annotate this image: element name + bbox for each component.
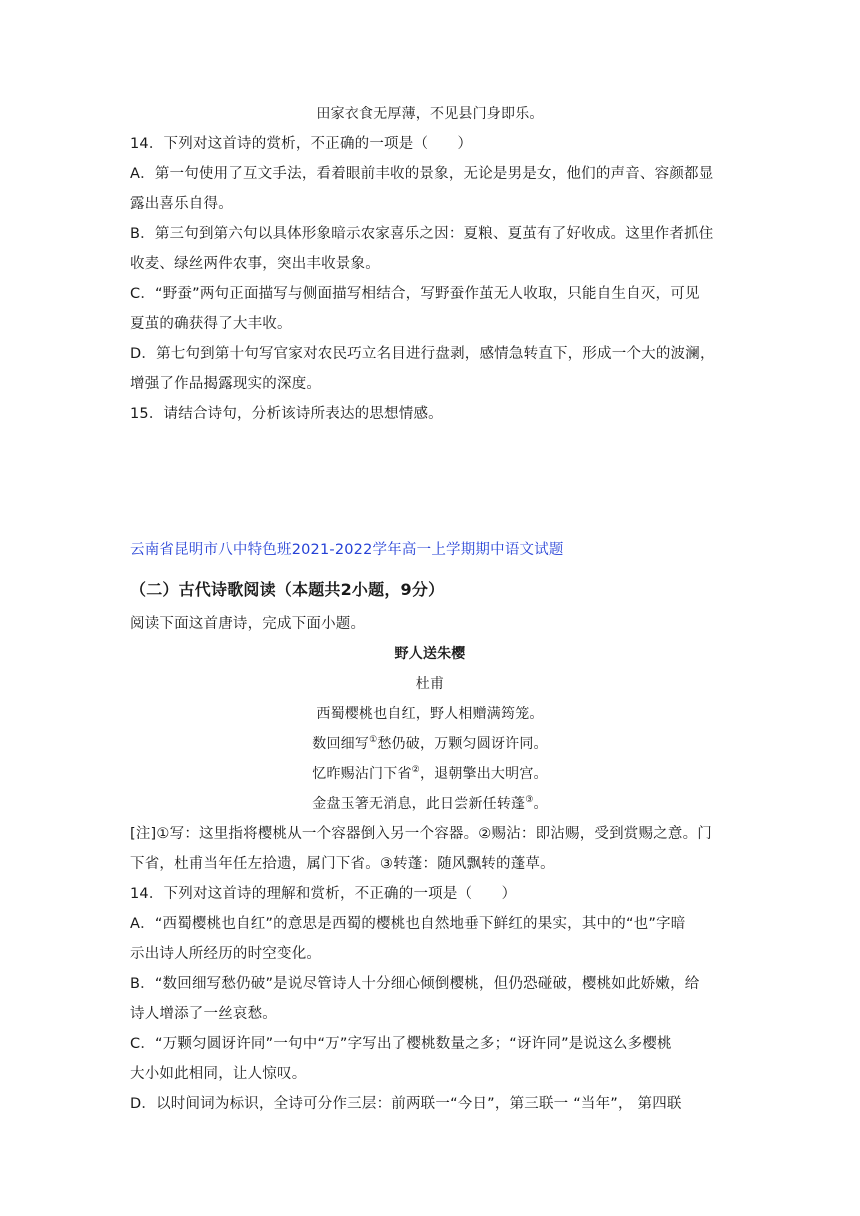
poem-line-1: 西蜀樱桃也自红，野人相赠满筠笼。	[316, 706, 544, 722]
footnote-marker-3: ③	[525, 795, 534, 805]
option-d-line-1: D．第七句到第十句写官家对农民巧立名目进行盘剥，感情急转直下，形成一个大的波澜，	[130, 346, 715, 362]
option-a-line-2: 示出诗人所经历的时空变化。	[130, 946, 322, 962]
footnote-marker-2: ②	[411, 765, 420, 775]
poem-author: 杜甫	[415, 676, 445, 692]
question-14-second-stem: 14．下列对这首诗的理解和赏析，不正确的一项是（ ）	[130, 886, 517, 902]
poem-line-3: 忆昨赐沾门下省②，退朝擎出大明宫。	[312, 765, 548, 782]
poem-line-4: 金盘玉箸无消息，此日尝新任转蓬③。	[312, 795, 548, 812]
option-c-line-1: C．“万颗匀圆讶许同”一句中“万”字写出了樱桃数量之多；“讶许同”是说这么多樱桃	[130, 1036, 672, 1052]
option-a-line-2: 露出喜乐自得。	[130, 196, 233, 212]
option-b-line-2: 收麦、绿丝两件农事，突出丰收景象。	[130, 256, 380, 272]
option-b-line-1: B．第三句到第六句以具体形象暗示农家喜乐之因：夏粮、夏茧有了好收成。这里作者抓住	[130, 226, 714, 242]
annotation-line-2: 下省，杜甫当年任左拾遗，属门下省。③转蓬：随风飘转的蓬草。	[130, 856, 555, 872]
option-d-line-2: 增强了作品揭露现实的深度。	[130, 376, 322, 392]
option-b-line-1: B．“数回细写愁仍破”是说尽管诗人十分细心倾倒樱桃，但仍恐碰破，樱桃如此娇嫩，给	[130, 976, 700, 992]
poem-closing-line: 田家衣食无厚薄，不见县门身即乐。	[316, 106, 544, 122]
source-link[interactable]: 云南省昆明市八中特色班2021-2022学年高一上学期期中语文试题	[130, 542, 564, 558]
option-c-line-2: 夏茧的确获得了大丰收。	[130, 316, 292, 332]
footnote-marker-1: ①	[369, 735, 378, 745]
question-14-stem: 14．下列对这首诗的赏析，不正确的一项是（ ）	[130, 136, 473, 152]
reading-instruction: 阅读下面这首唐诗，完成下面小题。	[130, 616, 366, 632]
annotation-line-1: [注]①写：这里指将樱桃从一个容器倒入另一个容器。②赐沾：即沾赐，受到赏赐之意。门	[130, 826, 713, 842]
option-b-line-2: 诗人增添了一丝哀愁。	[130, 1006, 277, 1022]
option-c-line-2: 大小如此相同，让人惊叹。	[130, 1066, 307, 1082]
poem-line-2: 数回细写①愁仍破，万颗匀圆讶许同。	[312, 735, 548, 752]
option-a-line-1: A．第一句使用了互文手法，看着眼前丰收的景象，无论是男是女，他们的声音、容颜都显	[130, 166, 714, 182]
section-heading: （二）古代诗歌阅读（本题共2小题，9分）	[130, 580, 445, 599]
option-a-line-1: A．“西蜀樱桃也自红”的意思是西蜀的樱桃也自然地垂下鲜红的果实，其中的“也”字暗	[130, 916, 686, 932]
option-c-line-1: C．“野蚕”两句正面描写与侧面描写相结合，写野蚕作茧无人收取，只能自生自灭，可见	[130, 286, 700, 302]
option-d-line-1: D．以时间词为标识，全诗可分作三层：前两联一“今日”，第三联一 “当年”， 第四联	[130, 1096, 682, 1112]
question-15: 15．请结合诗句，分析该诗所表达的思想情感。	[130, 406, 443, 422]
poem-title: 野人送朱樱	[394, 646, 466, 662]
